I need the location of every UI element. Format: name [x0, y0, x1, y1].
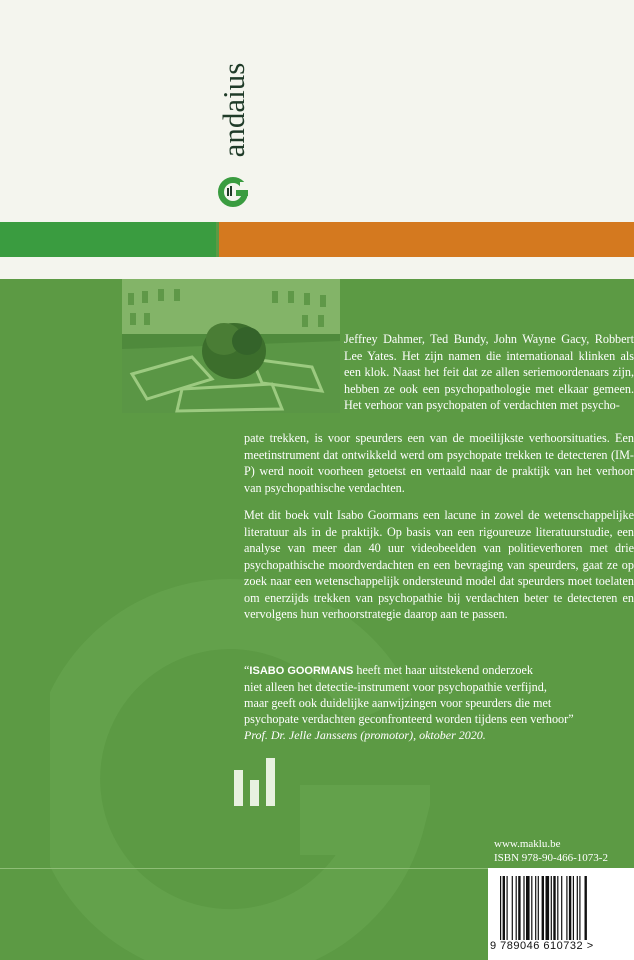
barcode-number: 9 789046 610732 > [490, 940, 594, 952]
barcode [488, 868, 634, 960]
quote-signature: Prof. Dr. Jelle Janssens (promotor), oktober 2020. [244, 728, 486, 742]
paragraph-2: Met dit boek vult Isabo Goormans een lacune in zowel de wetenschappelijke literatuur als in de praktijk. Op basis van een rigoureuze literatuurstudie, een analyse van meer dan 40 uur videobeelden van politieverhoren met drie psychopathische moordverdachten en een bevraging van speurders, gaat ze op zoek naar een wetenschappelijk ondersteund model dat speurders moet toelaten om enerzijds trekken van psychopathie bij verdachten beter te detecteren en vervolgens hun verhoorstrategie daarop aan te passen. [244, 508, 634, 621]
top-panel [0, 0, 634, 222]
quote-line-4: psychopate verdachten geconfronteerd worden tijdens een verhoor” [244, 712, 574, 726]
orange-band [219, 222, 634, 257]
quote-line-2: niet alleen het detectie-instrument voor psychopathie verfijnd, [244, 680, 547, 694]
divider [0, 868, 488, 869]
isbn: ISBN 978-90-466-1073-2 [494, 852, 608, 864]
logo-g-icon [216, 176, 250, 208]
quote-line-3: maar geeft ook duidelijke aanwijzingen voor speurders die met [244, 696, 552, 710]
quote-author-name: ISABO GOORMANS [249, 665, 354, 677]
cream-strip [0, 257, 634, 279]
logo-word: andaius [216, 62, 251, 158]
quote-line-1: heeft met haar uitstekend onderzoek [353, 663, 534, 677]
garden-photo [122, 279, 340, 413]
quote-open: “ [244, 663, 250, 677]
paragraph-1a: Jeffrey Dahmer, Ted Bundy, John Wayne Gacy, Robbert Lee Yates. Het zijn namen die internationaal klinken als een klok. Naast het feit dat ze allen seriemoordenaars zijn, hebben ze ook een psychopathologie met elkaar gemeen. Het verhoor van psychopaten of verdachten met psycho- [344, 332, 634, 412]
bar-graphic-icon [232, 750, 292, 806]
endorsement-quote [244, 662, 634, 727]
barcode-bars [500, 876, 622, 940]
publisher-url: www.maklu.be [494, 838, 561, 850]
gandaius-logo [216, 48, 252, 198]
paragraph-1b: pate trekken, is voor speurders een van de moeilijkste verhoorsituaties. Een meetinstrument dat ontwikkeld werd om psychopate trekken te detecteren (IM-P) werd nooit voorheen getoetst en vertaald naar de praktijk van het verhoor van psychopathische verdachten. [244, 431, 634, 495]
green-band [0, 222, 216, 257]
